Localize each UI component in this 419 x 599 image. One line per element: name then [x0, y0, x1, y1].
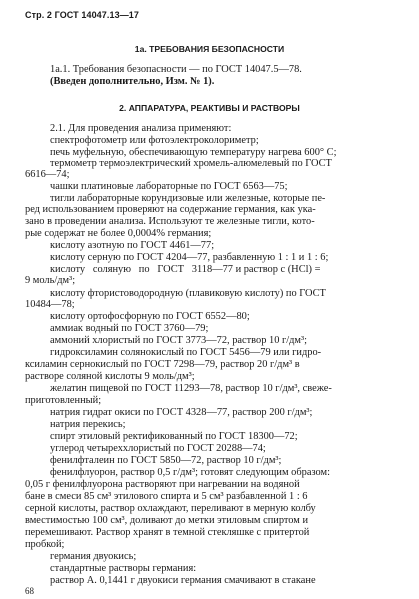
text-line: растворе соляной кислоты 9 моль/дм³; — [25, 371, 195, 382]
text-line: серной кислоты, раствор охлаждают, переливают в мерную колбу — [25, 503, 316, 514]
text-line: кислоту азотную по ГОСТ 4461—77; — [50, 240, 215, 251]
text-line: перемешивают. Раствор хранят в темной стекляшке с притертой — [25, 527, 310, 538]
text-line: 1а.1. Требования безопасности — по ГОСТ 14047.5—78. — [50, 64, 302, 75]
text-line: фенилфлуорон, раствор 0,5 г/дм³; готовят следующим образом: — [50, 467, 330, 478]
text-line: кислоту соляную по ГОСТ 3118—77 и раствор с (HCl) = — [50, 264, 321, 275]
text-line: углерод четыреххлористый по ГОСТ 20288—74; — [50, 443, 266, 454]
text-line: вместимостью 100 см³, доливают до метки этиловым спиртом и — [25, 515, 309, 526]
text-line: натрия гидрат окиси по ГОСТ 4328—77, раствор 200 г/дм³; — [50, 407, 313, 418]
section-title-safety: 1а. ТРЕБОВАНИЯ БЕЗОПАСНОСТИ — [134, 44, 285, 54]
text-line: ксиламин сернокислый по ГОСТ 7298—79, раствор 20 г/дм³ в — [25, 359, 300, 370]
text-line: кислоту ортофосфорную по ГОСТ 6552—80; — [50, 311, 250, 322]
text-line: гидроксиламин солянокислый по ГОСТ 5456—79 или гидро- — [50, 347, 322, 358]
text-line: кислоту фтористоводородную (плавиковую кислоту) по ГОСТ — [50, 288, 326, 299]
text-line: фенилфталеин по ГОСТ 5850—72, раствор 10 г/дм³; — [50, 455, 282, 466]
text-line: раствор А. 0,1441 г двуокиси германия смачивают в стакане — [50, 575, 316, 586]
text-line: чашки платиновые лабораторные по ГОСТ 6563—75; — [50, 181, 288, 192]
running-header: Стр. 2 ГОСТ 14047.13—17 — [25, 10, 140, 20]
text-line: аммоний хлористый по ГОСТ 3773—72, раствор 10 г/дм³; — [50, 335, 308, 346]
page-number: 68 — [25, 586, 34, 596]
text-line: 9 моль/дм³; — [25, 275, 76, 286]
section-title-apparatus: 2. АППАРАТУРА, РЕАКТИВЫ И РАСТВОРЫ — [119, 103, 300, 113]
text-line: 2.1. Для проведения анализа применяют: — [50, 123, 232, 134]
text-line: 10484—78; — [25, 299, 75, 310]
text-line: 6616—74; — [25, 169, 70, 180]
text-line: спирт этиловый ректификованный по ГОСТ 18300—72; — [50, 431, 298, 442]
amendment-note: (Введен дополнительно, Изм. № 1). — [50, 76, 215, 87]
text-line: тигли лабораторные корундизовые или железные, которые пе- — [50, 193, 326, 204]
text-line: 0,05 г фенилфлуорона растворяют при нагревании на водяной — [25, 479, 300, 490]
text-line: рые содержат не более 0,0004% германия; — [25, 228, 212, 239]
text-line: печь муфельную, обеспечивающую температуру нагрева 600° С; — [50, 147, 337, 158]
text-line: приготовленный; — [25, 395, 102, 406]
text-line: германия двуокись; — [50, 551, 137, 562]
text-line: стандартные растворы германия: — [50, 563, 197, 574]
text-line: бане в смеси 85 см³ этилового спирта и 5 см³ разбавленной 1 : 6 — [25, 491, 308, 502]
text-line: ред использованием проверяют на содержание германия, как ука- — [25, 204, 316, 215]
text-line: аммиак водный по ГОСТ 3760—79; — [50, 323, 209, 334]
text-line: пробкой; — [25, 539, 65, 550]
text-line: зано в проведении анализа. Используют те железные тигли, кото- — [25, 216, 315, 227]
text-line: спектрофотометр или фотоэлектроколориметр; — [50, 135, 259, 146]
text-line: кислоту серную по ГОСТ 4204—77, разбавленную 1 : 1 и 1 : 6; — [50, 252, 329, 263]
text-line: натрия перекись; — [50, 419, 126, 430]
text-line: желатин пищевой по ГОСТ 11293—78, раствор 10 г/дм³, свеже- — [50, 383, 332, 394]
text-line: термометр термоэлектрический хромель-алюмелевый по ГОСТ — [50, 158, 332, 169]
